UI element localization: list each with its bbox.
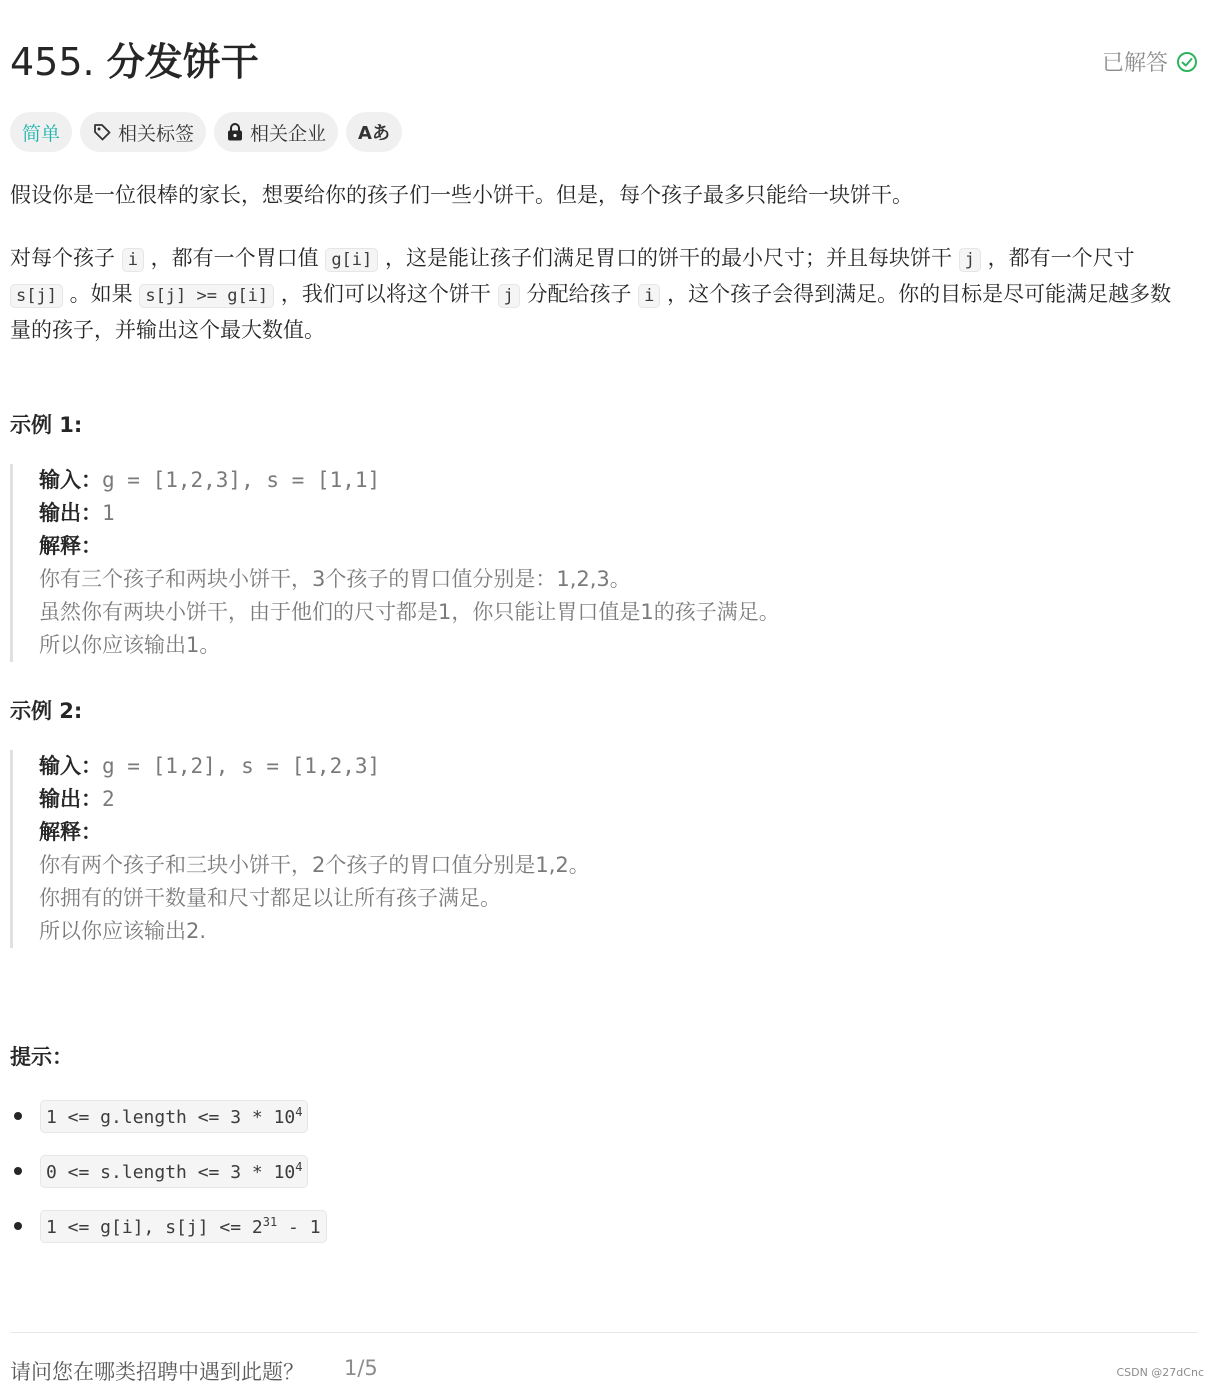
topics-tag-label: 相关标签 [118,122,195,145]
example-2-output-line [39,783,1219,816]
survey-pagination: 1/5 [344,1356,378,1380]
problem-number: 455. [10,40,95,84]
description-paragraph-1: 假设你是一位很棒的家长，想要给你的孩子们一些小饼干。但是，每个孩子最多只能给一块饼干。 [10,183,913,207]
example-2-block [10,750,1219,948]
constraint-exponent: 31 [262,1214,278,1229]
text-segment: 。如果 [69,282,133,306]
text-segment: 对每个孩子 [10,246,115,270]
lock-icon [226,122,244,142]
inline-code: g[i] [325,248,378,272]
text-segment: ，我们可以将这个饼干 [280,282,491,306]
topics-tag-button[interactable] [80,112,206,152]
tag-icon [92,122,112,142]
survey-footer[interactable] [10,1356,378,1386]
example-2-title: 示例 2: [10,699,83,723]
example-2-explain-line: 你拥有的饼干数量和尺寸都足以让所有孩子满足。 [39,886,501,910]
output-label: 输出： [39,501,102,525]
example-1-output: 1 [102,501,115,525]
constraint-tail: - 1 [277,1216,321,1238]
example-1-input: g = [1,2,3], s = [1,1] [102,468,381,492]
example-1-explain-line: 所以你应该输出1。 [39,633,221,657]
constraint-text: 1 <= g.length <= 3 * 10 [46,1106,296,1128]
difficulty-label: 简单 [22,122,61,145]
inline-code: i [122,248,144,272]
inline-code: j [498,284,520,308]
constraints-list [10,1096,1190,1261]
problem-title[interactable] [10,34,259,90]
check-circle-icon [1176,51,1198,73]
solved-label: 已解答 [1101,51,1168,76]
example-1-explain-line: 虽然你有两块小饼干，由于他们的尺寸都是1，你只能让胃口值是1的孩子满足。 [39,600,780,624]
inline-code: j [959,248,981,272]
constraint-exponent: 4 [295,1159,303,1174]
constraint-code [40,1155,308,1188]
example-1-block [10,464,1219,662]
constraint-item [10,1151,1190,1191]
explain-label [39,530,1219,563]
explain-label-text: 解释： [39,820,102,844]
inline-code: s[j] [10,284,63,308]
input-label: 输入： [39,754,102,778]
bullet-dot [14,1167,22,1175]
example-2-explain-line: 你有两个孩子和三块小饼干，2个孩子的胃口值分别是1,2。 [39,853,590,877]
example-1-input-line [39,464,1219,497]
bullet-dot [14,1112,22,1120]
constraint-exponent: 4 [295,1104,303,1119]
description-paragraph-2 [10,241,1190,347]
text-segment: ，这是能让孩子们满足胃口的饼干的最小尺寸；并且每块饼干 [384,246,952,270]
solved-status [1102,46,1198,77]
text-segment: ，都有一个尺寸 [987,246,1135,270]
companies-tag-label: 相关企业 [250,122,327,145]
constraint-code [40,1100,308,1133]
constraints-title: 提示： [10,1045,73,1069]
tag-bar [10,112,402,152]
problem-name: 分发饼干 [106,40,259,84]
companies-tag-button[interactable] [214,112,338,152]
constraint-item [10,1096,1190,1136]
survey-question: 请问您在哪类招聘中遇到此题？ [10,1360,304,1384]
bullet-dot [14,1222,22,1230]
example-1-output-line [39,497,1219,530]
text-segment: 分配给孩子 [526,282,632,306]
explain-label [39,816,1219,849]
example-2-input-line [39,750,1219,783]
problem-header [10,34,1198,90]
constraint-text: 0 <= s.length <= 3 * 10 [46,1161,296,1183]
translate-icon: Aあ [358,123,390,144]
explain-label-text: 解释： [39,534,102,558]
constraint-text: 1 <= g[i], s[j] <= 2 [46,1216,263,1238]
watermark: CSDN @27dCnc [1116,1366,1204,1379]
text-segment: ，都有一个胃口值 [150,246,319,270]
example-2-explain-line: 所以你应该输出2. [39,919,207,943]
input-label: 输入： [39,468,102,492]
difficulty-badge[interactable] [10,112,72,152]
footer-divider [10,1332,1198,1333]
constraint-item [10,1206,1190,1246]
inline-code: i [638,284,660,308]
translate-button[interactable] [346,112,402,152]
text-segment: ，这个孩子会得到满足。你的目标是尽可能满足越多数量的孩子，并输出这个最大数值。 [10,282,1172,342]
inline-code: s[j] >= g[i] [139,284,274,308]
example-1-title: 示例 1: [10,413,83,437]
example-2-input: g = [1,2], s = [1,2,3] [102,754,381,778]
constraint-code [40,1210,327,1243]
output-label: 输出： [39,787,102,811]
example-1-explain-line: 你有三个孩子和两块小饼干，3个孩子的胃口值分别是：1,2,3。 [39,567,631,591]
example-2-output: 2 [102,787,115,811]
